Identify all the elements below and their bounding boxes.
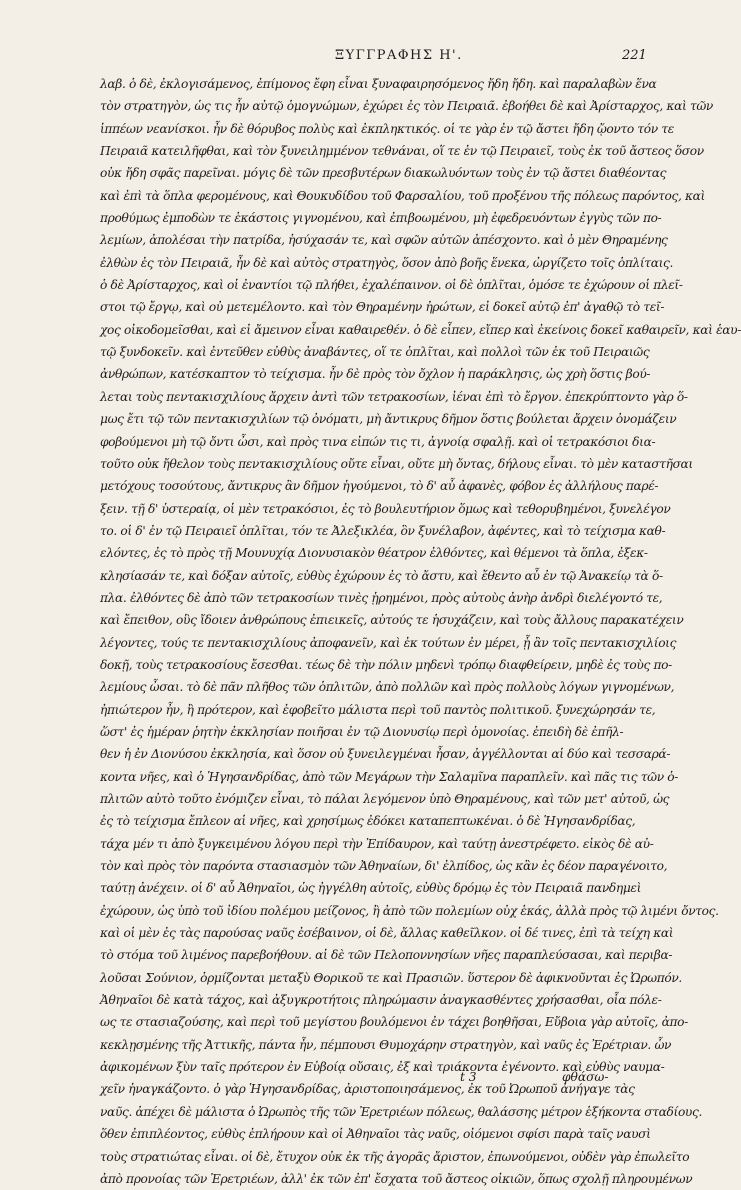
text-line: τὸν καὶ πρὸς τὸν παρόντα στασιασμὸν τῶν Ἀθηναίων, δι' ἐλπίδος, ὡς κἂν ἐς δέον παραγένοιτο, <box>100 859 668 874</box>
text-line: καὶ οἱ μὲν ἐς τὰς παρούσας ναῦς ἐσέβαινον, οἱ δὲ, ἄλλας καθεῖλκον. οἱ δέ τινες, ἐπὶ τὰ τείχη καὶ <box>100 926 674 941</box>
text-line: ἀπὸ προνοίας τῶν Ἐρετριέων, ἀλλ' ἐκ τῶν ἐπ' ἔσχατα τοῦ ἄστεος οἰκιῶν, ὅπως σχολῇ πληρουμένων <box>100 1171 693 1186</box>
text-line: ὥστ' ἐς ἡμέραν ῥητὴν ἐκκλησίαν ποιῆσαι ἐν τῷ Διονυσίῳ περὶ ὁμονοίας. ἐπειδὴ δὲ ἐπῆλ- <box>100 724 624 739</box>
text-line: ὁ δὲ Ἀρίσταρχος, καὶ οἱ ἐναντίοι τῷ πλήθει, ἐχαλέπαινον. οἱ δὲ ὁπλῖται, ὁμόσε τε ἐχώρουν οἱ πλεῖ- <box>100 278 683 293</box>
text-line: ἐχώρουν, ὡς ὑπὸ τοῦ ἰδίου πολέμου μείζονος, ἢ ἀπὸ τῶν πολεμίων οὐχ ἑκάς, ἀλλὰ πρὸς τῷ λιμένι ὄντος. <box>100 903 719 918</box>
text-line: λεται τοὺς πεντακισχιλίους ἄρχειν ἀντὶ τῶν τετρακοσίων, ἰέναι ἐπὶ τὸ ἔργον. ἐπεκρύπτοντο γὰρ ὅ- <box>100 389 688 404</box>
text-line: πλα. ἐλθόντες δὲ ἀπὸ τῶν τετρακοσίων τινὲς ᾑρημένοι, πρὸς αὐτοὺς ἀνὴρ ἀνδρὶ διελέγοντό τε, <box>100 590 663 605</box>
text-line: τὸ στόμα τοῦ λιμένος παρεβοήθουν. αἱ δὲ τῶν Πελοποννησίων νῆες παραπλεύσασαι, καὶ περιβα- <box>100 948 673 963</box>
text-line: κοντα νῆες, καὶ ὁ Ἡγησανδρίδας, ἀπὸ τῶν Μεγάρων τὴν Σαλαμῖνα παραπλεῖν. καὶ πᾶς τις τῶν ὁ- <box>100 769 679 784</box>
page-footer <box>440 1070 635 1092</box>
text-line: ἀνθρώπων, κατέσκαπτον τὸ τείχισμα. ἦν δὲ πρὸς τὸν ὄχλον ἡ παράκλησις, ὡς χρὴ ὅστις βού- <box>100 367 651 382</box>
text-line: τῷ ξυνδοκεῖν. καὶ ἐντεῦθεν εὐθὺς ἀναβάντες, οἵ τε ὁπλῖται, καὶ πολλοὶ τῶν ἐκ τοῦ Πειραιῶς <box>100 345 650 360</box>
signature-mark: t 3 <box>460 1070 477 1084</box>
catchword: φθάσω- <box>562 1070 609 1084</box>
text-line: ἐς τὸ τείχισμα ἔπλεον αἱ νῆες, καὶ χρησίμως ἐδόκει καταπεπτωκέναι. ὁ δὲ Ἡγησανδρίδας, <box>100 814 636 829</box>
text-line: τάχα μέν τι ἀπὸ ξυγκειμένου λόγου περὶ τὴν Ἐπίδαυρον, καὶ ταύτῃ ἀνεστρέφετο. εἰκὸς δὲ αὐ- <box>100 836 654 851</box>
text-line: τὸν στρατηγὸν, ὡς τις ἦν αὐτῷ ὁμογνώμων, ἐχώρει ἐς τὸν Πειραιᾶ. ἐβοήθει δὲ καὶ Ἀρίσταρχος, καὶ τῶν <box>100 99 713 114</box>
running-head: ΞΥΓΓΡΑΦΗΣ Η'. <box>335 48 463 63</box>
text-line: πλιτῶν αὐτὸ τοῦτο ἐνόμιζεν εἶναι, τὸ πάλαι λεγόμενον ὑπὸ Θηραμένους, καὶ τῶν μετ' αὐτοῦ, ὡς <box>100 792 670 806</box>
text-line: ἐλθὼν ἐς τὸν Πειραιᾶ, ἦν δὲ καὶ αὐτὸς στρατηγὸς, ὅσον ἀπὸ βοῆς ἕνεκα, ὠργίζετο τοῖς ὁπλίταις. <box>100 255 673 270</box>
text-line: ἀφικομένων ξὺν ταῖς πρότερον ἐν Εὐβοίᾳ οὔσαις, ἐξ καὶ τριάκοντα ἐγένοντο. καὶ εὐθὺς ναυμα- <box>100 1060 665 1075</box>
page-number: 221 <box>622 48 647 63</box>
text-line: θεν ἡ ἐν Διονύσου ἐκκλησία, καὶ ὅσον οὐ ξυνειλεγμέναι ἦσαν, ἀγγέλλονται αἱ δύο καὶ τεσσαρά- <box>100 747 671 762</box>
text-line: κλησίασάν τε, καὶ δόξαν αὐτοῖς, εὐθὺς ἐχώρουν ἐς τὸ ἄστυ, καὶ ἔθεντο αὖ ἐν τῷ Ἀνακείῳ τὰ ὅ- <box>100 568 663 583</box>
text-line: Πειραιᾶ κατειλῆφθαι, καὶ τὸν ξυνειλημμένον τεθνάναι, οἵ τε ἐν τῷ Πειραιεῖ, τοὺς ἐκ τοῦ ἄστεος ὅσον <box>100 144 704 159</box>
text-line: τοῦτο οὐκ ἤθελον τοὺς πεντακισχιλίους οὔτε εἶναι, οὔτε μὴ ὄντας, δήλους εἶναι. τὸ μὲν καταστῆσαι <box>100 456 693 471</box>
text-line: λέγοντες, τούς τε πεντακισχιλίους ἀποφανεῖν, καὶ ἐκ τούτων ἐν μέρει, ᾗ ἂν τοῖς πεντακισχιλίοις <box>100 635 677 650</box>
text-line: καὶ ἐπὶ τὰ ὅπλα φερομένους, καὶ Θουκυδίδου τοῦ Φαρσαλίου, τοῦ προξένου τῆς πόλεως παρόντος, καὶ <box>100 188 705 203</box>
text-line: το. οἱ δ' ἐν τῷ Πειραιεῖ ὁπλῖται, τόν τε Ἀλεξικλέα, ὃν ξυνέλαβον, ἀφέντες, καὶ τὸ τείχισμα καθ- <box>100 523 666 538</box>
text-line: ἱππέων νεανίσκοι. ἦν δὲ θόρυβος πολὺς καὶ ἐκπληκτικός. οἱ τε γὰρ ἐν τῷ ἄστει ἤδη ᾤοντο τόν τε <box>100 121 674 136</box>
text-line: χεῖν ἠναγκάζοντο. ὁ γὰρ Ἡγησανδρίδας, ἀριστοποιησάμενος, ἐκ τοῦ Ὠρωποῦ ἀνήγαγε τὰς <box>100 1082 635 1097</box>
text-line: ξειν. τῇ δ' ὑστεραίᾳ, οἱ μὲν τετρακόσιοι, ἐς τὸ βουλευτήριον ὅμως καὶ τεθορυβημένοι, ξυνελέγον <box>100 501 671 516</box>
text-line: στοι τῷ ἔργῳ, καὶ οὐ μετεμέλοντο. καὶ τὸν Θηραμένην ἠρώτων, εἰ δοκεῖ αὐτῷ ἐπ' ἀγαθῷ τὸ τεῖ- <box>100 300 665 315</box>
text-line: φοβούμενοι μὴ τῷ ὄντι ὦσι, καὶ πρὸς τινα εἰπών τις τι, ἀγνοίᾳ σφαλῇ. καὶ οἱ τετρακόσιοι δια- <box>100 434 656 449</box>
text-line: μως ἔτι τῷ τῶν πεντακισχιλίων τῷ ὀνόματι, μὴ ἄντικρυς δῆμον ὅστις βούλεται ἄρχειν ὀνομάζειν <box>100 412 677 427</box>
text-line: ἠπιώτερον ἦν, ἢ πρότερον, καὶ ἐφοβεῖτο μάλιστα περὶ τοῦ παντὸς πολιτικοῦ. ξυνεχώρησάν τε, <box>100 702 656 717</box>
text-line: τοὺς στρατιώτας εἶναι. οἱ δὲ, ἔτυχον οὐκ ἐκ τῆς ἀγορᾶς ἄριστον, ἐπωνούμενοι, οὐδὲν γὰρ ἐπωλεῖτο <box>100 1149 690 1164</box>
text-line: λαβ. ὁ δὲ, ἐκλογισάμενος, ἐπίμονος ἔφη εἶναι ξυναφαιρησόμενος ἤδη ἤδη. καὶ παραλαβὼν ἕνα <box>100 77 657 91</box>
greek-text-block <box>100 73 741 1190</box>
text-line: μετόχους τοσούτους, ἄντικρυς ἂν δῆμον ἡγούμενοι, τὸ δ' αὖ ἀφανὲς, φόβον ἐς ἀλλήλους παρέ- <box>100 479 659 494</box>
text-line: κεκλῃσμένης τῆς Ἀττικῆς, πάντα ἦν, πέμπουσι Θυμοχάρην στρατηγὸν, καὶ ναῦς ἐς Ἐρέτριαν. ὧν <box>100 1037 672 1052</box>
text-line: λοῦσαι Σούνιον, ὁρμίζονται μεταξὺ Θορικοῦ τε καὶ Πρασιῶν. ὕστερον δὲ ἀφικνοῦνται ἐς Ὠρωπόν. <box>100 970 682 985</box>
text-line: προθύμως ἐμποδὼν τε ἑκάστοις γιγνομένου, καὶ ἐπιβοωμένου, μὴ ἐφεδρευόντων ἐγγὺς τῶν πο- <box>100 211 662 226</box>
text-line: λεμίων, ἀπολέσαι τὴν πατρίδα, ἡσύχασάν τε, καὶ σφῶν αὐτῶν ἀπέσχοντο. καὶ ὁ μὲν Θηραμένης <box>100 233 668 248</box>
text-line: λεμίους ὦσαι. τὸ δὲ πᾶν πλῆθος τῶν ὁπλιτῶν, ἀπὸ πολλῶν καὶ πρὸς πολλοὺς λόγων γιγνομένων, <box>100 680 675 695</box>
text-line: ταύτῃ ἀνέχειν. οἱ δ' αὖ Ἀθηναῖοι, ὡς ἠγγέλθη αὐτοῖς, εὐθὺς δρόμῳ ἐς τὸν Πειραιᾶ πανδημεὶ <box>100 881 642 896</box>
text-line: ως τε στασιαζούσης, καὶ περὶ τοῦ μεγίστου βουλόμενοι ἐν τάχει βοηθῆσαι, Εὔβοια γὰρ αὐτοῖς, ἀπο- <box>100 1015 688 1030</box>
text-line: δοκῇ, τοὺς τετρακοσίους ἔσεσθαι. τέως δὲ τὴν πόλιν μηδενὶ τρόπῳ διαφθείρειν, μηδὲ ἐς τοὺς πο- <box>100 657 672 672</box>
text-line: χος οἰκοδομεῖσθαι, καὶ εἰ ἄμεινον εἶναι καθαιρεθέν. ὁ δὲ εἶπεν, εἴπερ καὶ ἐκείνοις δοκεῖ καθαιρεῖν, καὶ ἑαυ- <box>100 322 741 337</box>
text-line: ελόντες, ἐς τὸ πρὸς τῇ Μουνυχίᾳ Διονυσιακὸν θέατρον ἐλθόντες, καὶ θέμενοι τὰ ὅπλα, ἐξεκ- <box>100 546 648 561</box>
text-line: Ἀθηναῖοι δὲ κατὰ τάχος, καὶ ἀξυγκροτήτοις πληρώμασιν ἀναγκασθέντες χρήσασθαι, οἷα πόλε- <box>100 993 662 1008</box>
text-line: καὶ ἔπειθον, οὓς ἴδοιεν ἀνθρώπους ἐπιεικεῖς, αὐτούς τε ἡσυχάζειν, καὶ τοὺς ἄλλους παρακατέχειν <box>100 613 684 628</box>
page-header <box>0 48 700 72</box>
text-line: οὐκ ἤδη σφᾶς παρεῖναι. μόγις δὲ τῶν πρεσβυτέρων διακωλυόντων τοὺς ἐν τῷ ἄστει διαθέοντας <box>100 166 667 181</box>
text-line: ναῦς. ἀπέχει δὲ μάλιστα ὁ Ὠρωπὸς τῆς τῶν Ἐρετριέων πόλεως, θαλάσσης μέτρον ἑξήκοντα σταδίους. <box>100 1104 702 1119</box>
text-line: ὅθεν ἐπιπλέοντος, εὐθὺς ἐπλήρουν καὶ οἱ Ἀθηναῖοι τὰς ναῦς, οἰόμενοι σφίσι παρὰ ταῖς ναυσὶ <box>100 1127 651 1142</box>
